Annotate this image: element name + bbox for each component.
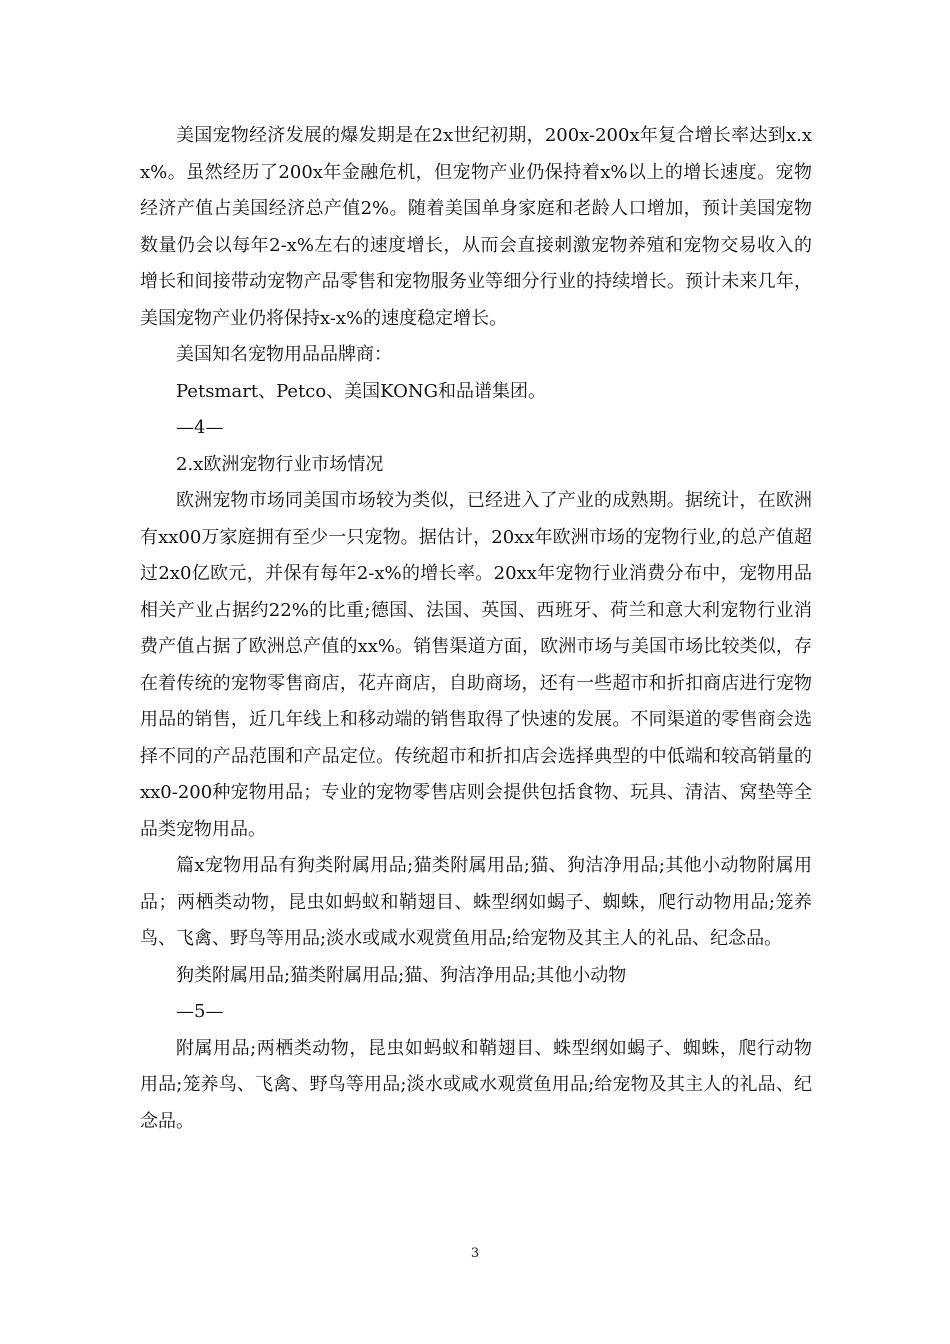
paragraph-pet-supplies-continued: 附属用品;两栖类动物，昆虫如蚂蚁和鞘翅目、蛛型纲如蝎子、蜘蛛，爬行动物用品;笼养鸟、飞禽、野鸟等用品;淡水或咸水观赏鱼用品;给宠物及其主人的礼品、纪念品。 bbox=[140, 1037, 812, 1132]
inline-page-marker-4: —4— bbox=[176, 417, 224, 438]
paragraph-europe-market: 欧洲宠物市场同美国市场较为类似，已经进入了产业的成熟期。据统计，在欧洲有xx00万家庭拥有至少一只宠物。据估计，20xx年欧洲市场的宠物行业,的总产值超过2x0亿欧元，并保有每年2-x%的增长率。20xx年宠物行业消费分布中，宠物用品相关产业占据约22%的比重;德国、法国、英国、西班牙、荷兰和意大利宠物行业消费产值占据了欧洲总产值的xx%。销售渠道方面，欧洲市场与美国市场比较类似，存在着传统的宠物零售商店，花卉商店，自助商场，还有一些超市和折扣商店进行宠物用品的销售，近几年线上和移动端的销售取得了快速的发展。不同渠道的零售商会选择不同的产品范围和产品定位。传统超市和折扣店会选择典型的中低端和较高销量的xx0-200种宠物用品；专业的宠物零售店则会提供包括食物、玩具、清洁、窝垫等全品类宠物用品。 bbox=[140, 490, 812, 840]
paragraph-us-brands-heading: 美国知名宠物用品品牌商： bbox=[176, 344, 392, 365]
section-heading-europe: 2.x欧洲宠物行业市场情况 bbox=[176, 453, 384, 475]
paragraph-pet-supplies-repeat: 狗类附属用品;猫类附属用品;猫、狗洁净用品;其他小动物 bbox=[176, 964, 627, 986]
paragraph-pet-supplies-list: 篇x宠物用品有狗类附属用品;猫类附属用品;猫、狗洁净用品;其他小动物附属用品；两栖类动物，昆虫如蚂蚁和鞘翅目、蛛型纲如蝎子、蜘蛛，爬行动物用品;笼养鸟、飞禽、野鸟等用品;淡水或咸水观赏鱼用品;给宠物及其主人的礼品、纪念品。 bbox=[140, 855, 812, 949]
inline-page-marker-5: —5— bbox=[176, 1001, 224, 1022]
paragraph-us-pet-economy: 美国宠物经济发展的爆发期是在2x世纪初期，200x-200x年复合增长率达到x.xx%。虽然经历了200x年金融危机，但宠物产业仍保持着x%以上的增长速度。宠物经济产值占美国经济总产值2%。随着美国单身家庭和老龄人口增加，预计美国宠物数量仍会以每年2-x%左右的速度增长，从而会直接刺激宠物养殖和宠物交易收入的增长和间接带动宠物产品零售和宠物服务业等细分行业的持续增长。预计未来几年，美国宠物产业仍将保持x-x%的速度稳定增长。 bbox=[140, 125, 812, 329]
page-number: 3 bbox=[470, 1246, 480, 1261]
paragraph-us-brands-list: Petsmart、Petco、美国KONG和品谱集团。 bbox=[176, 380, 547, 402]
document-body bbox=[140, 118, 812, 1140]
